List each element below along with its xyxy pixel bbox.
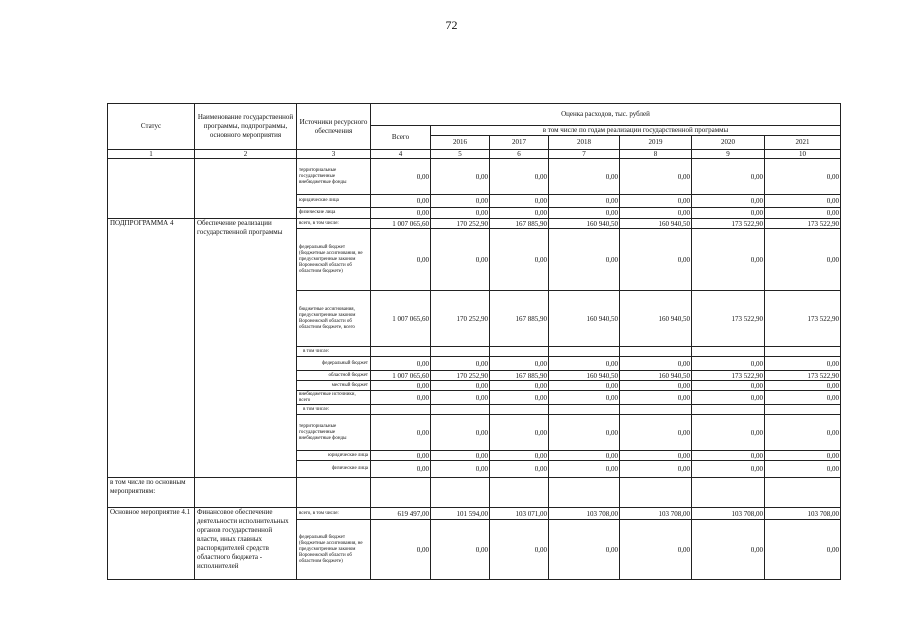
value-cell: 173 522,90 (765, 291, 841, 347)
value-cell (431, 347, 490, 357)
value-cell: 0,00 (490, 159, 549, 195)
source-cell: всего, в том числе: (297, 508, 371, 520)
value-cell: 167 885,90 (490, 371, 549, 381)
source-cell: федеральный бюджет (бюджетные ассигнования, не предусмотренные законом Воронежской области об областном бюджете) (297, 520, 371, 580)
value-cell: 160 940,50 (620, 371, 692, 381)
value-cell: 0,00 (765, 520, 841, 580)
value-cell: 0,00 (692, 451, 765, 461)
value-cell: 619 497,00 (371, 508, 431, 520)
value-cell (431, 478, 490, 508)
value-cell: 0,00 (431, 357, 490, 371)
header-sources: Источники ресурсного обеспечения (297, 104, 371, 150)
value-cell (765, 347, 841, 357)
header-total: Всего (371, 126, 431, 150)
value-cell: 0,00 (490, 357, 549, 371)
value-cell: 0,00 (549, 357, 620, 371)
value-cell: 0,00 (620, 357, 692, 371)
value-cell: 0,00 (371, 381, 431, 391)
header-year: 2018 (549, 136, 620, 150)
expense-table (107, 103, 841, 580)
value-cell: 0,00 (371, 451, 431, 461)
value-cell: 0,00 (490, 415, 549, 451)
value-cell: 0,00 (549, 461, 620, 478)
value-cell (620, 405, 692, 415)
value-cell: 0,00 (490, 451, 549, 461)
value-cell: 173 522,90 (765, 219, 841, 229)
value-cell: 103 708,00 (549, 508, 620, 520)
col-index: 1 (108, 150, 195, 159)
source-cell: внебюджетные источники, всего (297, 391, 371, 405)
value-cell: 0,00 (692, 461, 765, 478)
value-cell (765, 478, 841, 508)
col-index: 9 (692, 150, 765, 159)
value-cell: 0,00 (371, 229, 431, 291)
value-cell: 0,00 (620, 415, 692, 451)
value-cell: 1 007 065,60 (371, 371, 431, 381)
value-cell: 0,00 (490, 391, 549, 405)
value-cell: 0,00 (371, 520, 431, 580)
header-name: Наименование государственной программы, подпрограммы, основного мероприятия (195, 104, 297, 150)
value-cell: 160 940,50 (549, 219, 620, 229)
table-row (108, 219, 841, 229)
value-cell: 103 708,00 (620, 508, 692, 520)
value-cell: 0,00 (490, 520, 549, 580)
header-year: 2017 (490, 136, 549, 150)
value-cell: 0,00 (549, 520, 620, 580)
value-cell: 160 940,50 (620, 291, 692, 347)
value-cell (692, 347, 765, 357)
value-cell: 0,00 (549, 159, 620, 195)
value-cell: 0,00 (765, 229, 841, 291)
value-cell: 0,00 (620, 208, 692, 219)
source-cell: юридические лица (297, 195, 371, 208)
col-index: 5 (431, 150, 490, 159)
source-cell: федеральный бюджет (бюджетные ассигнования, не предусмотренные законом Воронежской области об областном бюджете) (297, 229, 371, 291)
value-cell: 173 522,90 (692, 371, 765, 381)
value-cell: 0,00 (431, 520, 490, 580)
header-year: 2016 (431, 136, 490, 150)
value-cell (371, 347, 431, 357)
value-cell: 0,00 (692, 208, 765, 219)
value-cell: 1 007 065,60 (371, 219, 431, 229)
value-cell: 0,00 (620, 381, 692, 391)
value-cell: 0,00 (765, 381, 841, 391)
source-cell: федеральный бюджет (297, 357, 371, 371)
value-cell: 0,00 (692, 229, 765, 291)
value-cell (765, 405, 841, 415)
value-cell (371, 478, 431, 508)
source-cell: всего, в том числе: (297, 219, 371, 229)
value-cell: 173 522,90 (692, 219, 765, 229)
header-year: 2021 (765, 136, 841, 150)
value-cell: 170 252,90 (431, 291, 490, 347)
value-cell (620, 347, 692, 357)
value-cell: 0,00 (431, 381, 490, 391)
column-index-row (108, 150, 841, 159)
value-cell: 103 071,00 (490, 508, 549, 520)
value-cell: 0,00 (765, 415, 841, 451)
value-cell: 0,00 (371, 195, 431, 208)
value-cell: 167 885,90 (490, 291, 549, 347)
col-index: 3 (297, 150, 371, 159)
value-cell: 0,00 (620, 461, 692, 478)
value-cell: 0,00 (490, 195, 549, 208)
value-cell: 103 708,00 (692, 508, 765, 520)
col-index: 10 (765, 150, 841, 159)
source-cell: в том числе: (297, 405, 371, 415)
value-cell: 0,00 (765, 208, 841, 219)
value-cell: 101 594,00 (431, 508, 490, 520)
col-index: 7 (549, 150, 620, 159)
value-cell: 0,00 (765, 451, 841, 461)
source-cell (297, 478, 371, 508)
value-cell: 0,00 (490, 381, 549, 391)
value-cell: 0,00 (620, 391, 692, 405)
source-cell: физические лица (297, 208, 371, 219)
value-cell (371, 405, 431, 415)
value-cell (549, 478, 620, 508)
main-event-status: Основное мероприятие 4.1 (108, 508, 195, 580)
value-cell: 0,00 (431, 159, 490, 195)
value-cell: 0,00 (620, 520, 692, 580)
value-cell: 0,00 (692, 381, 765, 391)
col-index: 6 (490, 150, 549, 159)
table-row (108, 159, 841, 195)
source-cell: областной бюджет (297, 371, 371, 381)
header-year: 2020 (692, 136, 765, 150)
source-cell: территориальные государственные внебюджетные фонды (297, 415, 371, 451)
value-cell: 0,00 (765, 159, 841, 195)
value-cell: 0,00 (549, 381, 620, 391)
main-events-label: в том числе по основным мероприятиям: (108, 478, 195, 508)
value-cell: 167 885,90 (490, 219, 549, 229)
value-cell: 0,00 (490, 229, 549, 291)
value-cell: 0,00 (371, 461, 431, 478)
value-cell: 0,00 (620, 451, 692, 461)
value-cell (549, 405, 620, 415)
name-cell (195, 159, 297, 219)
value-cell (692, 478, 765, 508)
value-cell: 0,00 (549, 195, 620, 208)
source-cell: в том числе: (297, 347, 371, 357)
value-cell: 103 708,00 (765, 508, 841, 520)
header-estimate: Оценка расходов, тыс. рублей (371, 104, 841, 126)
value-cell: 0,00 (549, 415, 620, 451)
value-cell: 0,00 (692, 159, 765, 195)
value-cell: 0,00 (371, 208, 431, 219)
value-cell: 0,00 (431, 451, 490, 461)
value-cell: 0,00 (490, 461, 549, 478)
source-cell: юридические лица (297, 451, 371, 461)
value-cell: 0,00 (371, 357, 431, 371)
value-cell: 0,00 (549, 229, 620, 291)
value-cell: 0,00 (765, 391, 841, 405)
value-cell: 0,00 (620, 195, 692, 208)
value-cell (620, 478, 692, 508)
header-year: 2019 (620, 136, 692, 150)
value-cell: 0,00 (692, 357, 765, 371)
col-index: 8 (620, 150, 692, 159)
value-cell: 0,00 (431, 195, 490, 208)
value-cell: 160 940,50 (620, 219, 692, 229)
value-cell: 0,00 (431, 208, 490, 219)
value-cell: 0,00 (431, 391, 490, 405)
value-cell: 160 940,50 (549, 371, 620, 381)
value-cell: 173 522,90 (692, 291, 765, 347)
value-cell (490, 405, 549, 415)
source-cell: территориальные государственные внебюджетные фонды (297, 159, 371, 195)
value-cell: 0,00 (431, 229, 490, 291)
header-status: Статус (108, 104, 195, 150)
value-cell: 0,00 (765, 357, 841, 371)
value-cell: 0,00 (692, 391, 765, 405)
value-cell: 0,00 (490, 208, 549, 219)
source-cell: местный бюджет (297, 381, 371, 391)
value-cell: 0,00 (371, 415, 431, 451)
value-cell: 170 252,90 (431, 219, 490, 229)
source-cell: бюджетные ассигнования, предусмотренные законом Воронежской области об областном бюджете, всего (297, 291, 371, 347)
value-cell: 0,00 (371, 159, 431, 195)
name-cell (195, 478, 297, 508)
status-cell (108, 159, 195, 219)
value-cell: 0,00 (431, 461, 490, 478)
value-cell: 0,00 (765, 461, 841, 478)
table-row (108, 478, 841, 508)
col-index: 2 (195, 150, 297, 159)
value-cell (431, 405, 490, 415)
subprogram-name: Обеспечение реализации государственной программы (195, 219, 297, 478)
value-cell: 173 522,90 (765, 371, 841, 381)
value-cell: 0,00 (431, 415, 490, 451)
page-number: 72 (445, 18, 458, 32)
value-cell: 170 252,90 (431, 371, 490, 381)
col-index: 4 (371, 150, 431, 159)
value-cell (692, 405, 765, 415)
value-cell: 0,00 (692, 195, 765, 208)
value-cell (490, 478, 549, 508)
value-cell (549, 347, 620, 357)
main-event-name: Финансовое обеспечение деятельности исполнительных органов государственной власти, иных главных распорядителей средств областного бюджета - исполнителей (195, 508, 297, 580)
value-cell: 0,00 (549, 391, 620, 405)
value-cell: 0,00 (765, 195, 841, 208)
subprogram-status: ПОДПРОГРАММА 4 (108, 219, 195, 478)
value-cell: 0,00 (620, 159, 692, 195)
value-cell: 160 940,50 (549, 291, 620, 347)
source-cell: физические лица (297, 461, 371, 478)
value-cell (490, 347, 549, 357)
header-by-years: в том числе по годам реализации государственной программы (431, 126, 841, 136)
value-cell: 0,00 (549, 451, 620, 461)
value-cell: 0,00 (620, 229, 692, 291)
value-cell: 0,00 (692, 520, 765, 580)
value-cell: 0,00 (692, 415, 765, 451)
value-cell: 0,00 (549, 208, 620, 219)
value-cell: 0,00 (371, 391, 431, 405)
table-row (108, 508, 841, 520)
value-cell: 1 007 065,60 (371, 291, 431, 347)
